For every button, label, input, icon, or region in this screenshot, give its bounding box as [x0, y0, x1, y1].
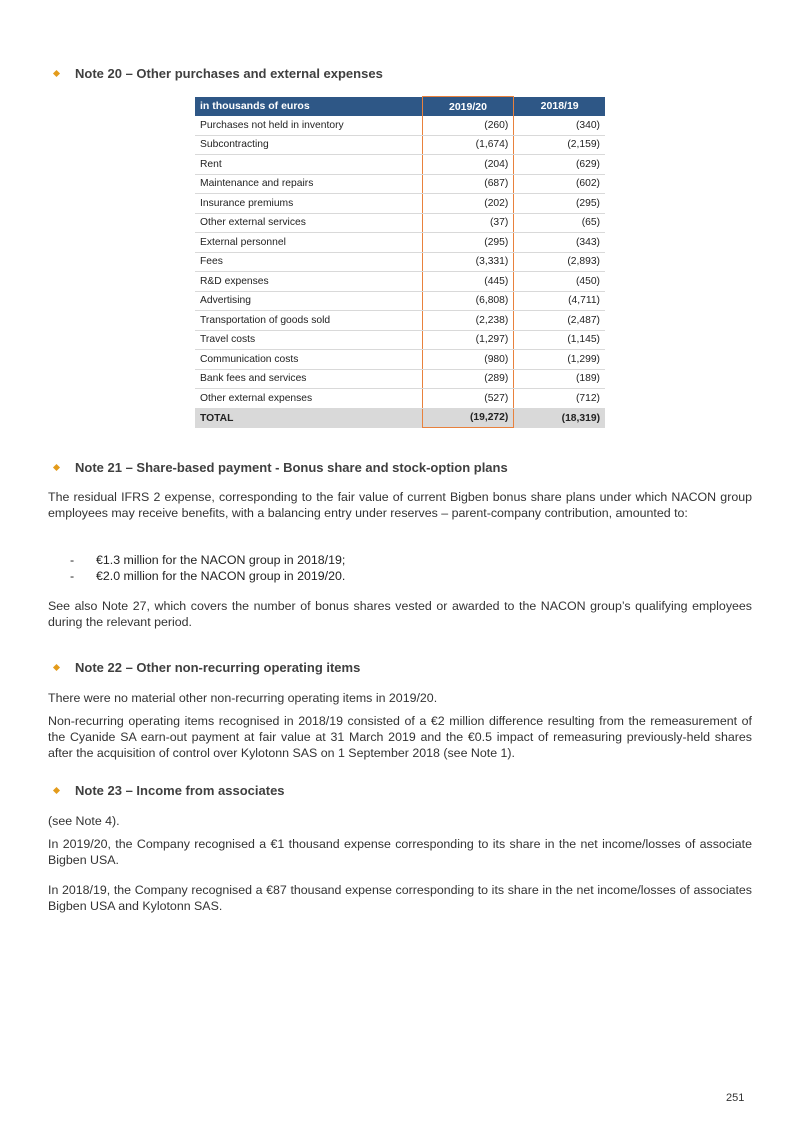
table-header-row	[195, 97, 605, 117]
value-2018-19: (343)	[514, 233, 605, 253]
note-23-heading-text: Note 23 – Income from associates	[75, 783, 285, 798]
row-label: Bank fees and services	[195, 369, 422, 389]
note-23-paragraph-2: In 2019/20, the Company recognised a €1 thousand expense corresponding to its share in the net income/losses of associate Bigben USA.	[48, 837, 752, 867]
diamond-bullet-icon	[53, 464, 60, 471]
value-2019-20: (1,297)	[422, 330, 514, 350]
table-row	[195, 369, 605, 389]
value-2018-19: (340)	[514, 116, 605, 135]
note-22-heading	[54, 660, 360, 675]
value-2018-19: (65)	[514, 213, 605, 233]
list-item: - €2.0 million for the NACON group in 2019/20.	[70, 569, 346, 583]
note-21-paragraph-2: See also Note 27, which covers the number of bonus shares vested or awarded to the NACON group’s qualifying employees during the relevant period.	[48, 599, 752, 629]
page-number: 251	[726, 1092, 745, 1104]
value-2018-19: (2,487)	[514, 311, 605, 331]
value-2019-20: (980)	[422, 350, 514, 370]
value-2018-19: (295)	[514, 194, 605, 214]
total-label: TOTAL	[195, 408, 422, 428]
note-21-heading	[54, 460, 508, 475]
row-label: Travel costs	[195, 330, 422, 350]
value-2019-20: (295)	[422, 233, 514, 253]
table-row	[195, 252, 605, 272]
value-2019-20: (3,331)	[422, 252, 514, 272]
row-label: Insurance premiums	[195, 194, 422, 214]
table-row	[195, 330, 605, 350]
note-23-paragraph-3: In 2018/19, the Company recognised a €87 thousand expense corresponding to its share in the net income/losses of associates Bigben USA and Kylotonn SAS.	[48, 883, 752, 913]
value-2018-19: (1,145)	[514, 330, 605, 350]
note-22-heading-text: Note 22 – Other non-recurring operating items	[75, 660, 361, 675]
row-label: Other external expenses	[195, 389, 422, 409]
header-label: in thousands of euros	[195, 97, 422, 117]
diamond-bullet-icon	[53, 70, 60, 77]
table-row	[195, 194, 605, 214]
value-2018-19: (189)	[514, 369, 605, 389]
note-22-paragraph-2: Non-recurring operating items recognised in 2018/19 consisted of a €2 million difference resulting from the remeasurement of the Cyanide SA earn-out payment at fair value at 31 March 2019 and the €0.5 impact of remeasuring previously-held shares after the acquisition of control over Kylotonn SAS on 1 September 2018 (see Note 1).	[48, 714, 752, 760]
header-2018-19: 2018/19	[514, 97, 605, 117]
value-2018-19: (450)	[514, 272, 605, 292]
value-2018-19: (2,159)	[514, 135, 605, 155]
diamond-bullet-icon	[53, 664, 60, 671]
value-2018-19: (602)	[514, 174, 605, 194]
value-2019-20: (289)	[422, 369, 514, 389]
diamond-bullet-icon	[53, 787, 60, 794]
header-2019-20: 2019/20	[422, 97, 514, 117]
value-2019-20: (37)	[422, 213, 514, 233]
bullet-text: €1.3 million for the NACON group in 2018/19;	[96, 553, 346, 567]
value-2019-20: (687)	[422, 174, 514, 194]
table-row	[195, 213, 605, 233]
value-2019-20: (6,808)	[422, 291, 514, 311]
expenses-table	[195, 96, 605, 428]
row-label: Other external services	[195, 213, 422, 233]
value-2018-19: (2,893)	[514, 252, 605, 272]
note-22-paragraph-1: There were no material other non-recurring operating items in 2019/20.	[48, 691, 438, 705]
row-label: Communication costs	[195, 350, 422, 370]
table-row	[195, 272, 605, 292]
row-label: Subcontracting	[195, 135, 422, 155]
value-2018-19: (1,299)	[514, 350, 605, 370]
value-2019-20: (1,674)	[422, 135, 514, 155]
value-2018-19: (629)	[514, 155, 605, 175]
table-row	[195, 116, 605, 135]
value-2019-20: (445)	[422, 272, 514, 292]
note-20-heading	[54, 66, 383, 81]
table-row	[195, 233, 605, 253]
row-label: Advertising	[195, 291, 422, 311]
row-label: External personnel	[195, 233, 422, 253]
value-2019-20: (204)	[422, 155, 514, 175]
value-2019-20: (260)	[422, 116, 514, 135]
row-label: R&D expenses	[195, 272, 422, 292]
note-23-paragraph-1: (see Note 4).	[48, 814, 120, 828]
table-row	[195, 291, 605, 311]
value-2018-19: (712)	[514, 389, 605, 409]
table-row	[195, 155, 605, 175]
row-label: Purchases not held in inventory	[195, 116, 422, 135]
note-21-bullet-list	[70, 552, 345, 584]
note-20-heading-text: Note 20 – Other purchases and external expenses	[75, 66, 383, 81]
table-row	[195, 174, 605, 194]
row-label: Rent	[195, 155, 422, 175]
total-2018-19: (18,319)	[514, 408, 605, 428]
value-2018-19: (4,711)	[514, 291, 605, 311]
note-21-paragraph-1: The residual IFRS 2 expense, corresponding to the fair value of current Bigben bonus share plans under which NACON group employees may receive benefits, with a balancing entry under reserves – parent-company contribution, amounted to:	[48, 490, 752, 520]
total-row	[195, 408, 605, 428]
list-item: - €1.3 million for the NACON group in 2018/19;	[70, 553, 346, 567]
table-row	[195, 389, 605, 409]
bullet-text: €2.0 million for the NACON group in 2019/20.	[96, 569, 346, 583]
table-row	[195, 350, 605, 370]
table-row	[195, 135, 605, 155]
note-21-heading-text: Note 21 – Share-based payment - Bonus share and stock-option plans	[75, 460, 508, 475]
table-row	[195, 311, 605, 331]
value-2019-20: (202)	[422, 194, 514, 214]
row-label: Transportation of goods sold	[195, 311, 422, 331]
row-label: Fees	[195, 252, 422, 272]
value-2019-20: (527)	[422, 389, 514, 409]
row-label: Maintenance and repairs	[195, 174, 422, 194]
note-23-heading	[54, 783, 285, 798]
total-2019-20: (19,272)	[422, 408, 514, 428]
value-2019-20: (2,238)	[422, 311, 514, 331]
